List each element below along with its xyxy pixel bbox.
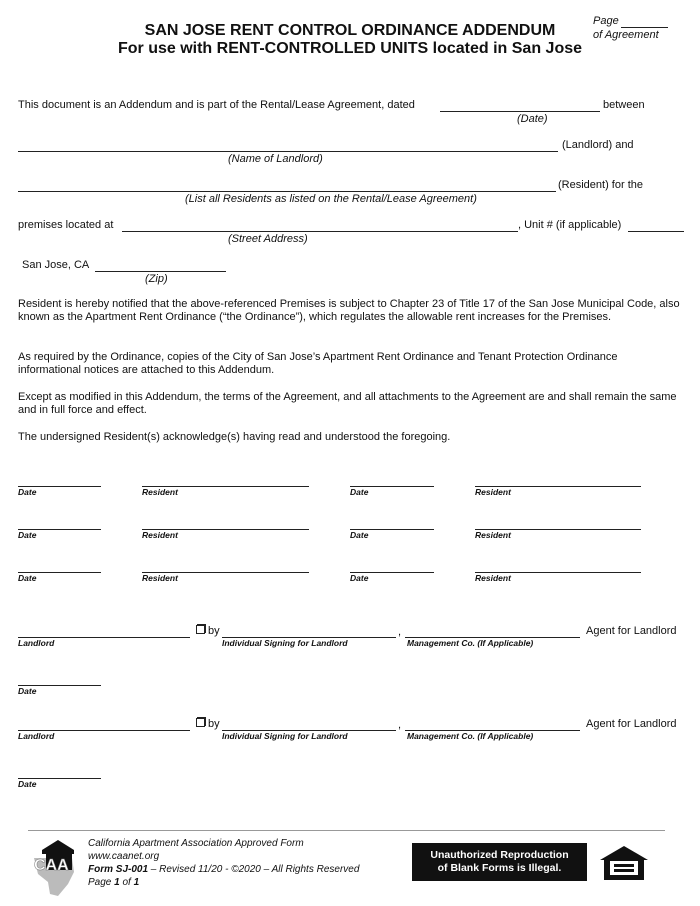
agent-text: Agent for Landlord <box>586 718 677 730</box>
resident-label: Resident <box>142 573 178 583</box>
resident-label: Resident <box>475 573 511 583</box>
equal-housing-icon <box>598 844 650 882</box>
by-text: by <box>208 625 220 637</box>
street-caption: (Street Address) <box>228 233 308 245</box>
footer-approved: California Apartment Association Approved Form <box>88 838 304 849</box>
document-subtitle: For use with RENT-CONTROLLED UNITS located in San Jose <box>117 40 583 57</box>
date-label: Date <box>18 686 37 696</box>
comma: , <box>398 626 402 638</box>
page-label: Page <box>593 15 619 27</box>
street-address-field[interactable] <box>122 231 518 232</box>
resident-label: Resident <box>142 487 178 497</box>
page-num: 1 <box>114 877 120 888</box>
resident-for-text: (Resident) for the <box>558 179 643 191</box>
date-label: Date <box>350 487 369 497</box>
footer-revised: – Revised 11/20 - ©2020 – All Rights Reserved <box>148 864 360 875</box>
unit-text: , Unit # (if applicable) <box>518 219 622 231</box>
intro-text: This document is an Addendum and is part of the Rental/Lease Agreement, dated <box>18 99 415 111</box>
individual-label: Individual Signing for Landlord <box>222 731 348 741</box>
date-label: Date <box>350 530 369 540</box>
document-title: SAN JOSE RENT CONTROL ORDINANCE ADDENDUM <box>144 22 556 39</box>
individual-label: Individual Signing for Landlord <box>222 638 348 648</box>
checkbox-icon[interactable] <box>196 718 205 727</box>
attachments-paragraph: As required by the Ordinance, copies of the City of San Jose’s Apartment Rent Ordinance and Tenant Protection Ordinance informational notices are attached to this Addendum. <box>18 351 618 376</box>
agent-checkbox[interactable] <box>196 718 220 730</box>
date-label: Date <box>350 573 369 583</box>
agreement-date-field[interactable] <box>440 111 600 112</box>
landlord-caption: (Name of Landlord) <box>228 153 323 165</box>
by-text: by <box>208 718 220 730</box>
residents-caption: (List all Residents as listed on the Rental/Lease Agreement) <box>185 193 477 205</box>
date-label: Date <box>18 779 37 789</box>
resident-label: Resident <box>475 530 511 540</box>
page-number-field[interactable] <box>621 27 668 28</box>
agent-checkbox[interactable] <box>196 625 220 637</box>
acknowledge-paragraph: The undersigned Resident(s) acknowledge(s) having read and understood the foregoing. <box>18 431 451 443</box>
city-text: San Jose, CA <box>22 259 90 271</box>
page-of: of <box>119 877 134 888</box>
resident-label: Resident <box>475 487 511 497</box>
between-text: between <box>603 99 645 111</box>
landlord-name-field[interactable] <box>18 151 558 152</box>
checkbox-icon[interactable] <box>196 625 205 634</box>
terms-paragraph: Except as modified in this Addendum, the terms of the Agreement, and all attachments to the Agreement are and shall remain the same and in full force and effect. <box>18 391 677 416</box>
management-label: Management Co. (If Applicable) <box>407 638 534 648</box>
footer-page: Page <box>88 877 115 888</box>
page-total: 1 <box>133 877 140 888</box>
unit-field[interactable] <box>628 231 684 232</box>
premises-text: premises located at <box>18 219 114 231</box>
date-label: Date <box>18 530 37 540</box>
date-caption: (Date) <box>517 113 548 125</box>
date-label: Date <box>18 487 37 497</box>
form-id: Form SJ-001 <box>88 864 149 875</box>
comma: , <box>398 719 402 731</box>
date-label: Date <box>18 573 37 583</box>
footer-divider <box>28 830 665 831</box>
of-agreement-label: of Agreement <box>593 29 659 41</box>
zip-caption: (Zip) <box>145 273 168 285</box>
reproduction-warning: Unauthorized Reproduction of Blank Forms is Illegal. <box>412 843 587 881</box>
footer-website[interactable]: www.caanet.org <box>88 851 160 862</box>
svg-text:CAA: CAA <box>34 857 69 874</box>
landlord-label: Landlord <box>18 638 55 648</box>
zip-field[interactable] <box>95 271 226 272</box>
landlord-label: Landlord <box>18 731 55 741</box>
landlord-and-text: (Landlord) and <box>562 139 634 151</box>
agent-text: Agent for Landlord <box>586 625 677 637</box>
resident-label: Resident <box>142 530 178 540</box>
notice-paragraph: Resident is hereby notified that the above-referenced Premises is subject to Chapter 23 of Title 17 of the San Jose Municipal Code, also known as the Apartment Rent Ordinance (“the Ordinance”), which regulates the allowable rent increases for the Premises. <box>18 298 680 323</box>
residents-field[interactable] <box>18 191 556 192</box>
management-label: Management Co. (If Applicable) <box>407 731 534 741</box>
caa-logo <box>28 838 78 898</box>
